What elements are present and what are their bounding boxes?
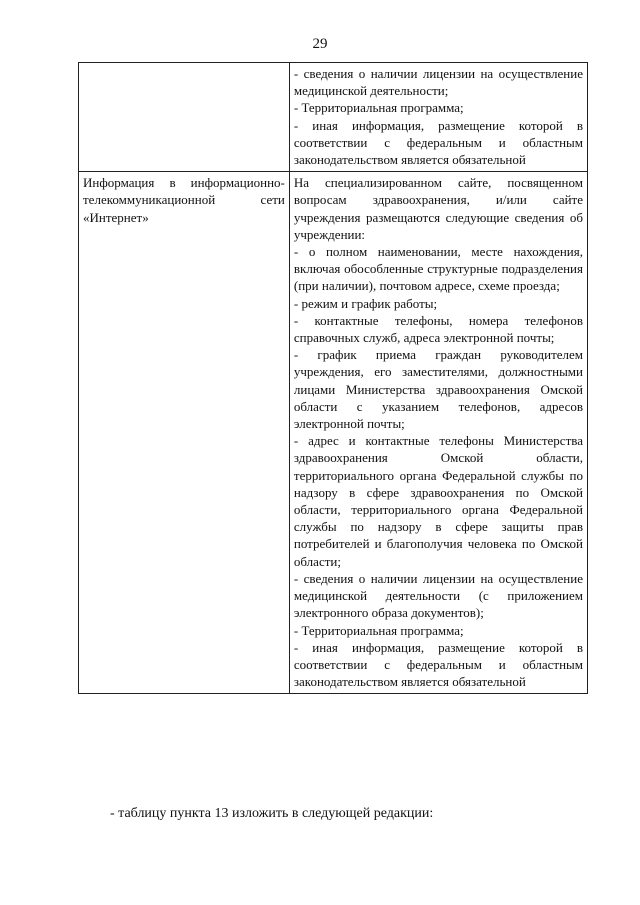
table-row [79, 63, 588, 172]
table-row [79, 172, 588, 694]
list-item: - Территориальная программа; [293, 622, 464, 638]
table-cell-left [79, 63, 290, 172]
list-item: - Территориальная программа; [293, 100, 464, 116]
table-cell-left [79, 172, 290, 694]
list-item: - контактные телефоны, номера телефонов справочных служб, адреса электронной почты; [293, 312, 583, 346]
amendment-instruction: - таблицу пункта 13 изложить в следующей редакции: [110, 806, 434, 821]
list-item: - иная информация, размещение которой в соответствии с федеральным и областным законодательством является обязательной [293, 117, 583, 168]
list-item: - сведения о наличии лицензии на осуществление медицинской деятельности; [293, 66, 583, 99]
content-table [78, 62, 588, 694]
table-cell-right [289, 63, 587, 172]
intro-paragraph: На специализированном сайте, посвященном вопросам здравоохранения, и/или сайте учреждения размещаются следующие сведения об учреждении: [293, 175, 583, 242]
list-item: - график приема граждан руководителем учреждения, его заместителями, должностными лицами Министерства здравоохранения Омской области с указанием телефонов, адресов электронной почты; [293, 347, 583, 432]
list-item: - иная информация, размещение которой в соответствии с федеральным и областным законодательством является обязательной [293, 639, 583, 690]
list-item: - режим и график работы; [293, 295, 438, 311]
list-item: - адрес и контактные телефоны Министерства здравоохранения Омской области, территориального органа Федеральной службы по надзору в сфере здравоохранения по Омской области, территориального органа Федеральной службы по надзору в сфере защиты прав потребителей и благополучия человека по Омской области; [293, 433, 583, 569]
row-label: Информация в информационно-телекоммуникационной сети «Интернет» [83, 175, 285, 225]
list-item: - сведения о наличии лицензии на осуществление медицинской деятельности (с приложением электронного образа документов); [293, 570, 583, 621]
list-item: - о полном наименовании, месте нахождения, включая обособленные структурные подразделения (при наличии), почтовом адресе, схеме проезда; [293, 244, 583, 294]
page-number: 29 [312, 36, 328, 52]
table-cell-right [289, 172, 587, 694]
